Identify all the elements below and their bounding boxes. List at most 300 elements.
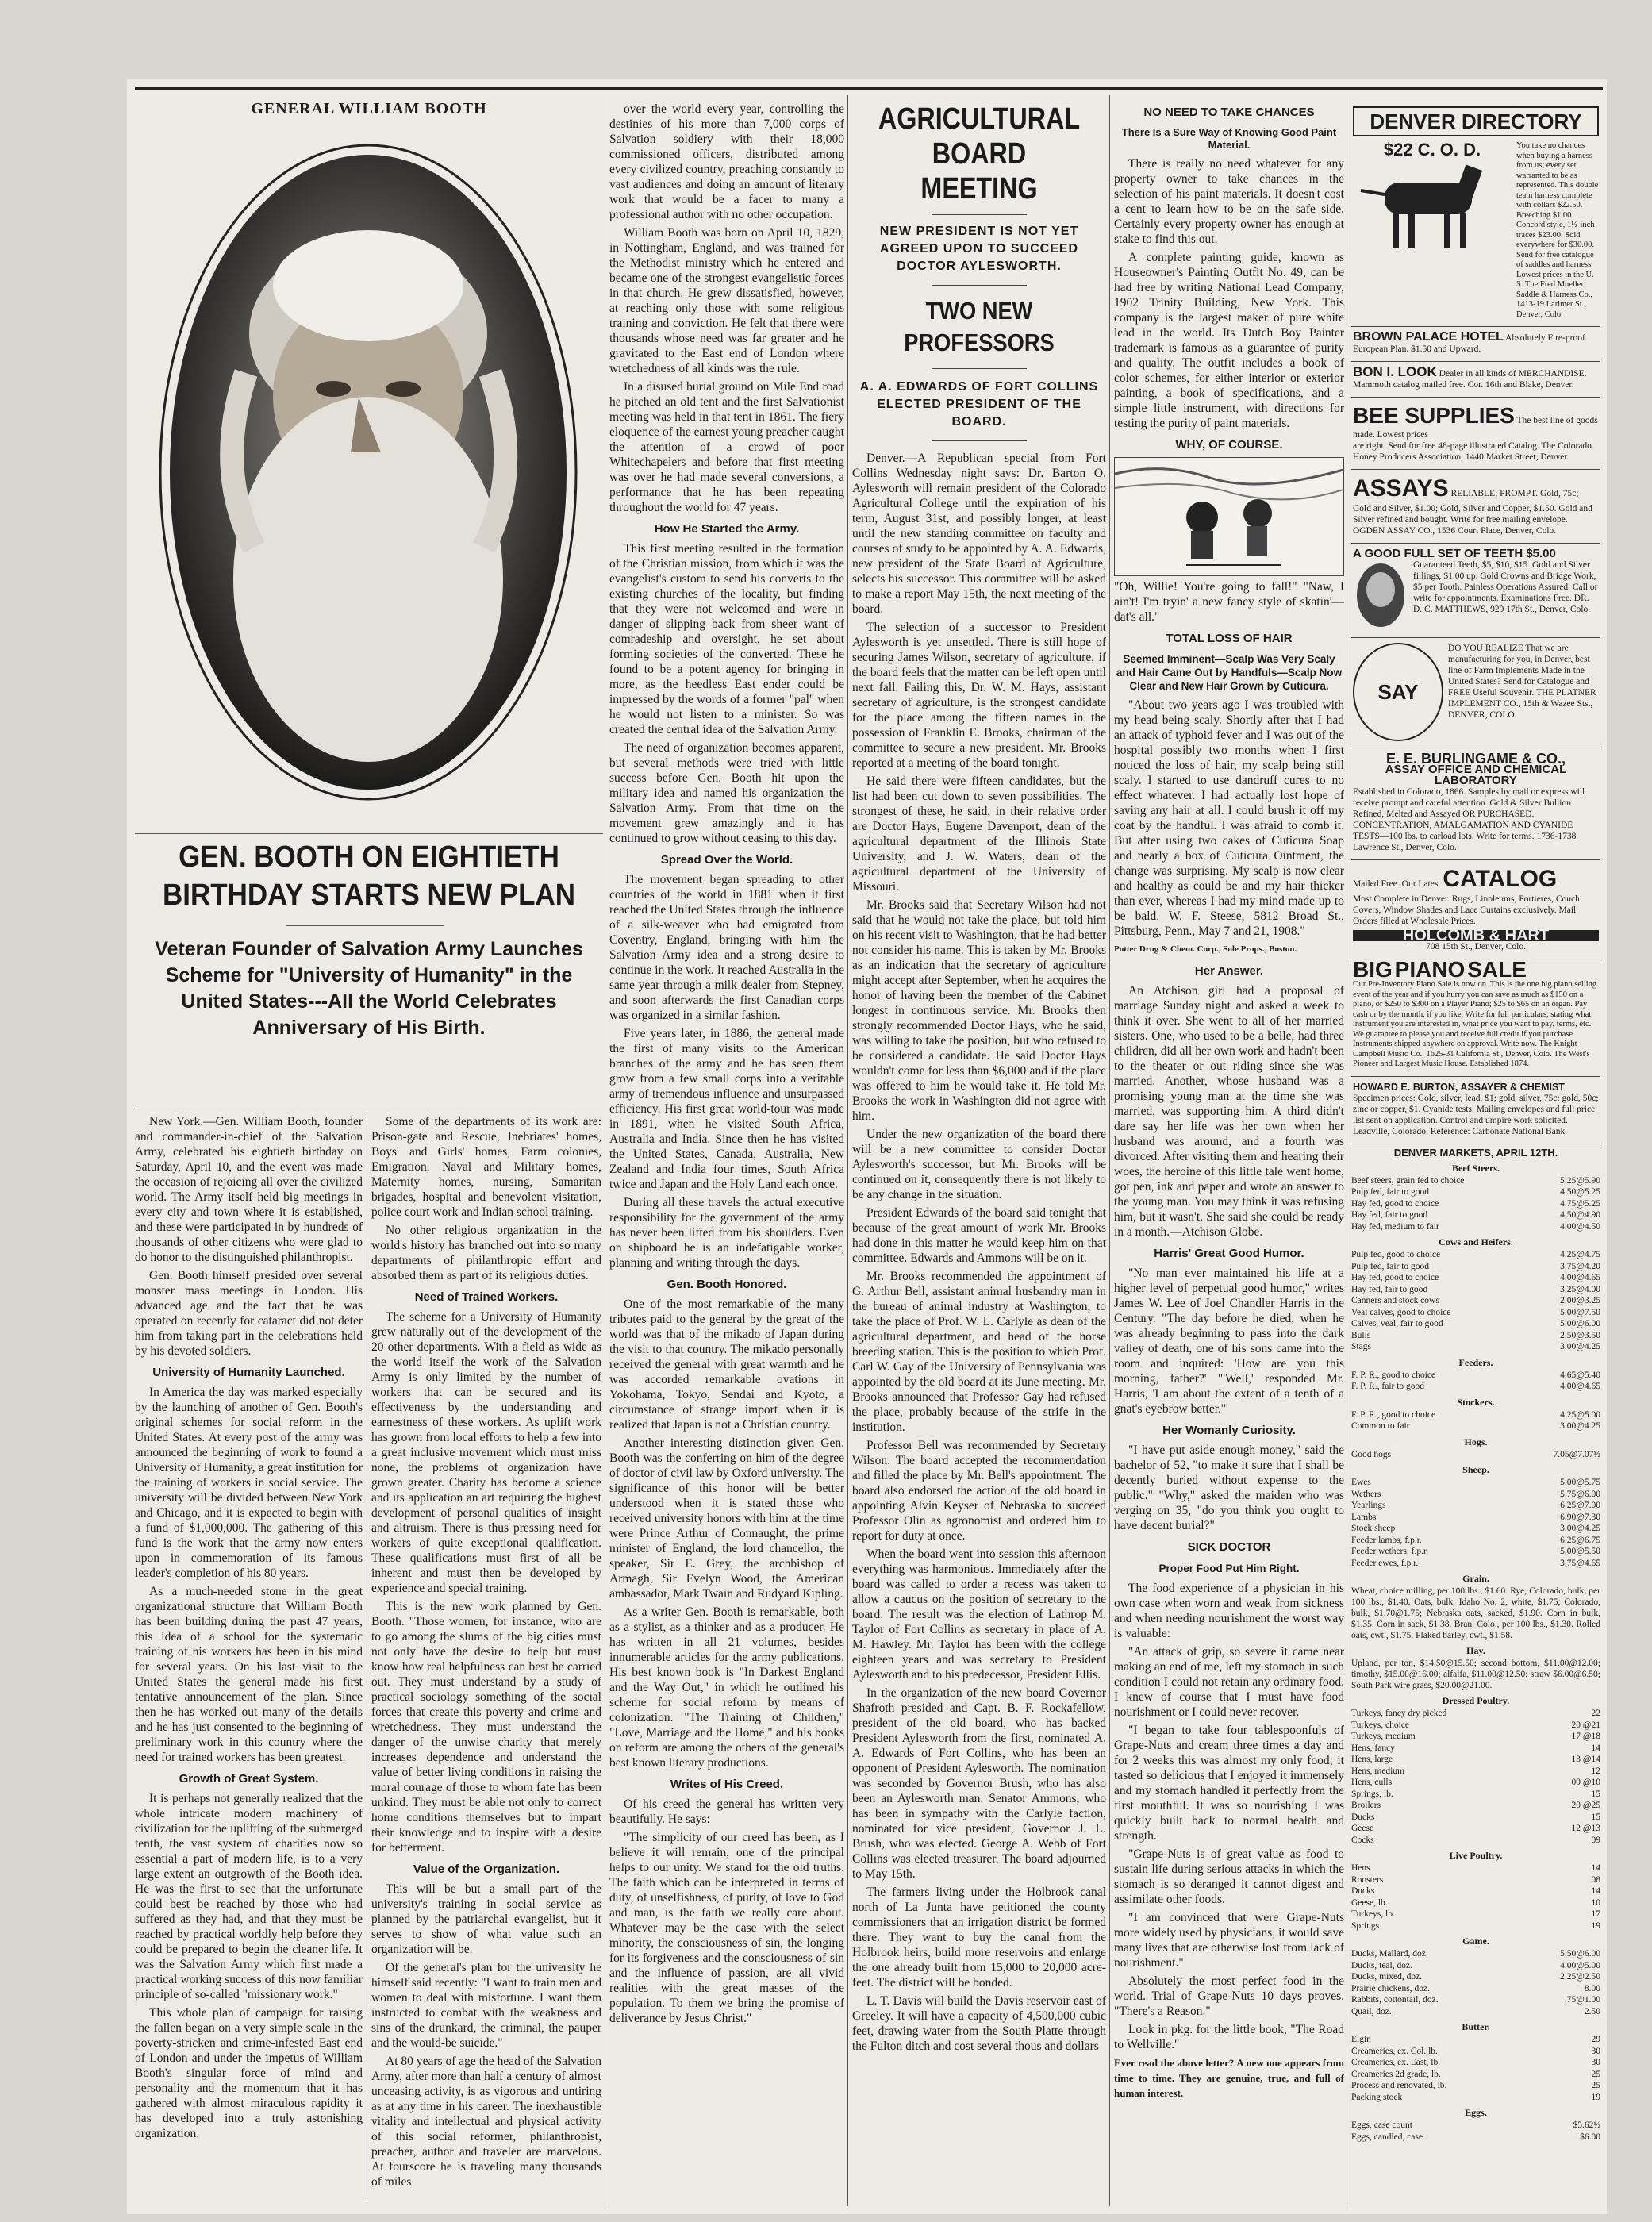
hair-subhead: Seemed Imminent—Scalp Was Very Scaly and Hair Came Out by Handfuls—Scalp Now Clear and New Hair Grown by Cuticura. — [1116, 653, 1343, 692]
market-row — [1351, 1812, 1600, 1824]
bee-text: are right. Send for free 48-page illustrated Catalog. The Colorado Honey Producers Association, 1440 Market Street, Denver — [1353, 441, 1592, 462]
article-paragraph: "I have put aside enough money," said the bachelor of 52, "to make it sure that I shall be decently buried without expense to the public." "Why," asked the maiden who was verging on 35, "do you think you ought to have decent burial?" — [1114, 1444, 1344, 1532]
market-row — [1351, 1863, 1600, 1874]
paint-headline: NO NEED TO TAKE CHANCES — [1143, 106, 1315, 119]
main-headline — [154, 838, 585, 914]
market-row — [1351, 1909, 1600, 1920]
market-price: 6.90@7.30 — [1560, 1512, 1600, 1522]
market-row — [1351, 1198, 1600, 1210]
market-item: Eggs, candled, case — [1351, 2132, 1423, 2142]
sick-doctor-headline: SICK DOCTOR — [1187, 1540, 1271, 1554]
market-price: 30 — [1591, 2046, 1600, 2056]
market-price: 30 — [1591, 2058, 1600, 2067]
market-price: 4.65@5.40 — [1560, 1370, 1600, 1380]
market-item: Turkeys, medium — [1351, 1732, 1416, 1741]
article-paragraph: President Edwards of the board said tonight that because of the great amount of work Mr. Brooks had done in this matter he would keep him on that committee. Edwards and Ammons will be on it. — [852, 1206, 1106, 1265]
market-item: Hay fed, medium to fair — [1351, 1221, 1439, 1232]
article-paragraph: "I began to take four tablespoonfuls of Grape-Nuts and cream three times a day and for 2 weeks this was almost my only food; it tasted so delicious that I enjoyed it immensely and my stomach handled it perfectly from the first mouthful. It was so nourishing I was quickly built back to normal health and strength. — [1114, 1724, 1344, 1843]
market-row — [1351, 2080, 1600, 2092]
market-price: 5.00@7.50 — [1560, 1307, 1600, 1317]
subhead: Value of the Organization. — [413, 1863, 560, 1876]
article-paragraph: An Atchison girl had a proposal of marriage Sunday night and asked a week to think it over. She went to all of her married sisters. One, who used to be a belle, had three children, did all her own work and hadn't been to the theater or out riding since she was married. Another, whose husband was a promising young man at the time she was married, was supporting him. A third didn't dare say her life was her own when her husband was around, and a fourth was divorced. After visiting them and hearing their woes, the heroine of this little tale went home, got pen, ink and paper and wrote an answer to the young man. You may think it was refusing him, but it wasn't. She said she could be ready in a month.—Atchison Globe. — [1114, 984, 1344, 1239]
article-paragraph: Mr. Brooks said that Secretary Wilson had not said that he would not take the place, but told him on his recent visit to Washington, that he had better not consider his name. This is taken by Mr. Brooks as an indication that the secretary of agriculture might accept after September, when he acquires the honor of having been the member of the Cabinet longest in continuous service. Mr. Brooks then strongly recommended Doctor Hays, who he said, was willing to take the position, but who refused to be considered a candidate. He said Doctor Hays wouldn't come for less than $6,000 and if the place was offered to him he would take it. He told Mr. Brooks the work in Washington did not agree with him. — [852, 898, 1106, 1123]
market-row — [1351, 1477, 1600, 1489]
market-item: Springs, lb. — [1351, 1789, 1393, 1799]
market-price: 3.00@4.25 — [1560, 1524, 1600, 1533]
article-paragraph: "An attack of grip, so severe it came near making an end of me, left my stomach in such condition I could not retain any ordinary food. I knew of course that I must have food nourishment or I could never recover. — [1114, 1645, 1344, 1719]
market-item: Pulp fed, fair to good — [1351, 1187, 1430, 1197]
section-rule — [135, 833, 603, 834]
market-section-head: Grain. — [1462, 1573, 1489, 1584]
market-item: F. P. R., fair to good — [1351, 1382, 1425, 1391]
article-paragraph: In the organization of the new board Governor Shafroth presided and Capt. B. F. Rockafellow, president of the old board, who has backed President Aylesworth from the first, nominated A. A. Edwards of Fort Collins, who has been an opponent of President Aylesworth. The nomination was seconded by Governor Brush, who has also been an Aylesworth man. Senator Ammons, who has been in sympathy with the Carlyle faction, nominated for vice president, Governor J. L. Brush, who was elected. George A. Webb of Fort Collins was elected treasurer. The board adjourned to May 15th. — [852, 1686, 1106, 1881]
market-item: Turkeys, fancy dry picked — [1351, 1709, 1447, 1718]
market-price: 8.00 — [1584, 1983, 1600, 1993]
bee-title: BEE SUPPLIES — [1353, 403, 1515, 428]
market-row — [1351, 1523, 1600, 1535]
holcomb-title: HOLCOMB & HART — [1353, 930, 1599, 941]
market-row — [1351, 1789, 1600, 1801]
market-row — [1351, 1948, 1600, 1960]
market-row — [1351, 1777, 1600, 1789]
article-paragraph: As a much-needed stone in the great organizational structure that William Booth has been building during the past 47 years, this idea of a school for the systematic training of his workers has been in his mind for several years. On his last visit to the United States the general made his first tentative announcement of the plan. Since then he has worked out many of the details and he has just consented to the beginning of preliminary work in this country where the need for trained workers has been greatest. — [135, 1585, 363, 1764]
booth-article-col2 — [371, 1114, 601, 2209]
market-row — [1351, 1381, 1600, 1393]
market-price: 20 @25 — [1571, 1801, 1600, 1810]
agri-title-3: TWO NEW PROFESSORS — [904, 297, 1055, 356]
assays-ad — [1351, 470, 1600, 544]
market-price: 25 — [1591, 2069, 1600, 2079]
article-paragraph: "About two years ago I was troubled with my head being scaly. Shortly after that I had an attack of typhoid fever and I was out of the hospital possibly two months when I first noticed the loss of hair, my scalp being still scaly. I started to use dandruff cures to no effect whatever. I had actually lost hope of saving any hair at all. I could brush it off my coat by the handful. I was afraid to comb it. But after using two cakes of Cuticura Soap and nearly a box of Cuticura Ointment, the change was surprising. My scalp is now clear and healthy as could be and my hair thicker than ever, whereas I had my mind made up to be bald. W. F. Steese, 5812 Broad St., Pittsburg, Penn., May 7 and 21, 1908." — [1114, 698, 1344, 938]
article-paragraph: over the world every year, controlling the destinies of his more than 7,000 corps of Salvation soldiery with their 18,000 commissioned officers, distributed among every civilized country, preaching constantly to vast audiences and doing an amount of literary work that would be a facer to many a professional author with no other occupation. — [609, 102, 844, 221]
market-item: Hens, large — [1351, 1755, 1393, 1764]
market-row — [1351, 2069, 1600, 2081]
market-item: Ewes — [1351, 1478, 1371, 1487]
agri-title-1: AGRICULTURAL — [878, 102, 1081, 136]
market-price: 4.50@5.25 — [1560, 1187, 1600, 1197]
market-item: Canners and stock cows — [1351, 1296, 1439, 1305]
article-paragraph: Gen. Booth himself presided over several monster mass meetings in London. His advanced age and the fact that he was operated on recently for cataract did not deter him from taking part in the celebrations held by his devoted soldiers. — [135, 1269, 363, 1358]
market-price: 14 — [1591, 1886, 1600, 1896]
market-section-head: Eggs. — [1465, 2107, 1487, 2118]
bee-side-text: The best line of goods made. Lowest prices — [1353, 416, 1598, 440]
portrait-caption: GENERAL WILLIAM BOOTH — [251, 100, 487, 117]
market-item: Geese — [1351, 1824, 1374, 1833]
market-item: Common to fair — [1351, 1421, 1410, 1431]
market-price: 15 — [1591, 1789, 1600, 1799]
market-row — [1351, 1318, 1600, 1330]
market-section-head: Beef Steers. — [1452, 1162, 1500, 1174]
article-paragraph: At 80 years of age the head of the Salvation Army, after more than half a century of almost unceasing activity, is as vigorous and untiring as at any time in his career. The inexhaustible vitality and intellectual and physical activity of this social reformer, philanthropist, preacher, author and traveler are marvelous. At fourscore he is traveling many thousands of miles — [371, 2055, 601, 2189]
platner-ad — [1351, 638, 1600, 748]
market-price: 3.75@4.65 — [1560, 1558, 1600, 1568]
burlingame-ad — [1351, 748, 1600, 860]
market-item: Beef steers, grain fed to choice — [1351, 1175, 1465, 1186]
market-row — [1351, 1766, 1600, 1778]
market-item: Feeder lambs, f.p.r. — [1351, 1535, 1422, 1545]
market-price: 09 — [1591, 1835, 1600, 1845]
article-paragraph: "Grape-Nuts is of great value as food to sustain life during serious attacks in which the stomach is so deranged it cannot digest and assimilate other foods. — [1114, 1847, 1344, 1906]
article-paragraph: This is the new work planned by Gen. Booth. "Those women, for instance, who are to go among the slums of the big cities must not only have the desire to help but must know how real helpfulness can best be carried out. They must understand by a study of practical sociology something of the social forces that create this poverty and crime and wretchedness. They must understand the danger of the unwise charity that merely increases dependence and understand the value of better living conditions in raising the moral courage of those to whom fate has been unkind. They must be able not only to correct home conditions themselves but to impart their knowledge and to inspire with a desire for betterment. — [371, 1600, 601, 1855]
booth-article-col3 — [609, 102, 844, 2212]
market-price: 5.00@6.00 — [1560, 1319, 1600, 1328]
piano-sale: SALE — [1467, 957, 1527, 982]
market-row — [1351, 1823, 1600, 1835]
market-price: 12 — [1591, 1766, 1600, 1776]
cartoon-title: WHY, OF COURSE. — [1175, 438, 1283, 452]
article-paragraph: Absolutely the most perfect food in the world. Trial of Grape-Nuts 10 days proves. "There's a Reason." — [1114, 1974, 1344, 2018]
market-price: 4.00@4.65 — [1560, 1273, 1600, 1282]
booth-article-col1 — [135, 1114, 363, 2209]
market-item: Creameries, ex. Col. lb. — [1351, 2046, 1438, 2056]
article-paragraph: Another interesting distinction given Gen. Booth was the conferring on him of the degree of doctor of civil law by Oxford university. The significance of this honor will be better understood when it is stated those who received university honors with him at the time were Prince Arthur of Connaught, the prime minister of England, the lord chancellor, the speaker, Sir E. Grey, the archbishop of Armagh, Sir Evelyn Wood, the American ambassador, Mark Twain and Rudyard Kipling. — [609, 1436, 844, 1601]
market-row — [1351, 1409, 1600, 1421]
market-price: 4.25@4.75 — [1560, 1250, 1600, 1259]
article-paragraph: The movement began spreading to other countries of the world in 1881 when it first reached the United States through the influence of a silk-weaver who had emigrated from Coventry, England, bringing with him the Salvation Army idea and a strong desire to continue in the work. It reached Australia in the same year through a milk dealer from Stepney, and soon afterwards the first Canadian corps was organized in a similar fashion. — [609, 873, 844, 1022]
denver-directory-ad — [1351, 102, 1600, 327]
market-item: Wethers — [1351, 1489, 1381, 1499]
market-price: 17 @18 — [1571, 1732, 1600, 1741]
market-item: Pulp fed, fair to good — [1351, 1261, 1430, 1271]
market-price: 17 — [1591, 1909, 1600, 1919]
markets-title: DENVER MARKETS, APRIL 12TH. — [1393, 1146, 1558, 1159]
denver-markets — [1351, 1144, 1600, 2143]
market-price: 3.00@4.25 — [1560, 1421, 1600, 1431]
market-section-head: Feeders. — [1458, 1356, 1493, 1368]
market-item: Hay fed, fair to good — [1351, 1284, 1428, 1294]
article-paragraph: This whole plan of campaign for raising the fallen began on a very simple scale in the poverty-stricken and crime-infested East end of London and under the impetus of William Booth's singular force of mind and personality and the momentum that it has gathered with almost miraculous rapidity it has developed into a truly astonishing organization. — [135, 2006, 363, 2140]
article-paragraph: "The simplicity of our creed has been, as I believe it will remain, one of the principal helps to our unity. We stand for the old truths. The faith which can be interpreted in terms of duty, of unselfishness, of purity, of love to God and man, is the faith we really care about. Whatever may be the case with the select minority, the consciousness of sin, the longing for its forgiveness and the consciousness of sin and the influence of passion, are all vivid realities with the great masses of the population. To them we bring the promise of deliverance by Jesus Christ." — [609, 1831, 844, 2025]
market-price: 5.75@6.00 — [1560, 1489, 1600, 1499]
market-item: Lambs — [1351, 1512, 1377, 1522]
brown-palace-ad — [1351, 327, 1600, 362]
market-row — [1351, 1449, 1600, 1461]
market-price: 6.25@7.00 — [1560, 1501, 1600, 1510]
article-paragraph: This will be but a small part of the university's training in social service as planned by the patriarchal evangelist, but it serves to show of what value such an organization will be. — [371, 1882, 601, 1956]
market-row — [1351, 2057, 1600, 2069]
burlingame-title: E. E. BURLINGAME & CO., — [1385, 751, 1566, 767]
market-price: 3.00@4.25 — [1560, 1342, 1600, 1351]
article-paragraph: As a writer Gen. Booth is remarkable, both as a stylist, as a thinker and as a producer. He has written in all 21 volumes, besides innumerable articles for the army publications. His best known book is "In Darkest England and the Way Out," in which he outlined his scheme for social reform by means of colonization. "The Training of Children," "Love, Marriage and the Home," and his books on reform are among the others of the general's best known literary productions. — [609, 1605, 844, 1770]
market-row — [1351, 1420, 1600, 1432]
market-price: .75@1.00 — [1564, 1995, 1600, 2005]
article-paragraph: Of the general's plan for the university he himself said recently: "I want to train men and women to deal with misfortune. I want them instructed to combat with the weakness and sins of the drunkard, the criminal, the pauper and the would-be suicide." — [371, 1961, 601, 2050]
market-item: Calves, veal, fair to good — [1351, 1319, 1443, 1328]
market-text: Upland, per ton, $14.50@15.50; second bottom, $11.00@12.00; timothy, $15.00@16.00; alfalfa, $11.00@12.50; straw $6.00@6.50; South Park wire grass, $20.00@21.00. — [1351, 1659, 1600, 1690]
brown-palace-text: Absolutely Fire-proof. European Plan. $1.50 and Upward. — [1353, 333, 1588, 354]
market-item: Process and renovated, lb. — [1351, 2081, 1447, 2090]
market-row — [1351, 1983, 1600, 1995]
curiosity-headline: Her Womanly Curiosity. — [1162, 1424, 1296, 1437]
subhead: Need of Trained Workers. — [414, 1290, 559, 1304]
article-paragraph: No other religious organization in the world's history has branched out into so many departments of philanthropic effort and absorbed them as part of its religious duties. — [371, 1224, 601, 1282]
article-paragraph: The scheme for a University of Humanity grew naturally out of the development of the 20 other departments. With a field as wide as the world itself the work of the Salvation Army is only limited by the number of workers that can be secured and its effectiveness by the understanding and earnestness of these workers. As uplift work has grown from local efforts to help a few into a great inclusive movement which must miss none, the problems of organization have grown greater. Charity has become a science and its application an art requiring the highest development of personal qualities of insight and altruism. There is thus pressing need for workers of quite exceptional qualification. These qualifications must first of all be inherent and must then be developed by experience and special training. — [371, 1310, 601, 1595]
catalog-side: Mailed Free. Our Latest — [1353, 879, 1441, 889]
market-row — [1351, 1284, 1600, 1296]
grape-nuts-note: Ever read the above letter? A new one appears from time to time. They are genuine, true, and full of human interest. — [1114, 2057, 1344, 2099]
market-price: 15 — [1591, 1812, 1600, 1822]
column-rule — [847, 95, 848, 2206]
market-item: Hens, fancy — [1351, 1743, 1395, 1753]
market-price: 4.25@5.00 — [1560, 1409, 1600, 1420]
bee-supplies-ad — [1351, 398, 1600, 470]
market-item: Springs — [1351, 1920, 1380, 1931]
holcomb-address: 708 15th St., Denver, Colo. — [1425, 942, 1527, 951]
market-price: 09 @10 — [1571, 1778, 1600, 1787]
article-paragraph: This first meeting resulted in the formation of the Christian mission, from which it was the evangelist's custom to send his converts to the existing churches of the locality, but finding that they were not welcomed and were in danger of slipping back from sheer want of comradeship and oversight, he set about forming societies of the converted. These he found to be a potent agency for bringing in more, as the heedless East ender could be impressed by the words of a former "pal" when he would not listen to a minister. So was created the central idea of the Salvation Army. — [609, 542, 844, 736]
dentist-portrait — [1353, 559, 1408, 631]
market-section-head: Hogs. — [1464, 1436, 1488, 1447]
subhead: Gen. Booth Honored. — [667, 1278, 787, 1291]
market-price: 08 — [1591, 1874, 1600, 1885]
market-price: 10 — [1591, 1897, 1600, 1908]
market-item: Ducks, Mallard, doz. — [1351, 1949, 1428, 1959]
market-price: $5.62½ — [1573, 2120, 1600, 2130]
market-price: 3.25@4.00 — [1560, 1284, 1600, 1294]
market-price: 5.00@5.50 — [1560, 1547, 1600, 1556]
teeth-ad — [1351, 544, 1600, 638]
market-item: Eggs, case count — [1351, 2120, 1412, 2130]
directory-title: DENVER DIRECTORY — [1353, 106, 1599, 136]
market-section-head: Stockers. — [1457, 1396, 1495, 1408]
article-paragraph: Five years later, in 1886, the general made the first of many visits to the American branches of the army and he has seen them grow from a few small corps into a veritable army of tremendous influence and unsurpassed efficiency. His first great world-tour was made in 1891, when he visited South Africa, Australia and India. Since then he has visited the United States, Canada, Australia, New Zealand and India four times, South Africa twice and Japan and the Holy Land each once. — [609, 1027, 844, 1191]
cartoon-illustration — [1114, 457, 1344, 576]
market-row — [1351, 1175, 1600, 1187]
assays-text: RELIABLE; PROMPT. Gold, 75c; Gold and Silver, $1.00; Gold, Silver and Copper, $1.50. Gold and Silver refined and bought. Write for free mailing envelope. OGDEN ASSAY CO., 1536 Court Place, Denver, Colo. — [1353, 489, 1592, 536]
catalog-title: CATALOG — [1443, 866, 1558, 892]
market-row — [1351, 1500, 1600, 1512]
article-paragraph: New York.—Gen. William Booth, founder and commander-in-chief of the Salvation Army, celebrated his eightieth birthday on Saturday, April 10, and the event was made the occasion of rejoicing all over the civilized world. The Army itself held big meetings in every city and town where it is established, and these were participated in by hundreds of thousands of other citizens who were glad to do honor to the distinguished philanthropist. — [135, 1115, 363, 1264]
market-row — [1351, 2046, 1600, 2058]
market-price: 4.00@4.65 — [1560, 1382, 1600, 1391]
market-price: 14 — [1591, 1863, 1600, 1873]
piano-text: Our Pre-Inventory Piano Sale is now on. This is the one big piano selling event of the year and if you hurry you can save as much as $150 on a piano, or $250 to $300 on a Player Piano; $25 to $65 on an organ. Pay cash or by the month, if you like. Write for full particulars, stating what instrument you are interested in, what price you want to pay, terms, etc. We guarantee to please you and receive full credit if you purchase. Instruments shipped anywhere on approval. Write now. The Knight-Campbell Music Co., 1625-31 California St., Denver, Colo. The West's Pioneer and Largest Music House. Established 1874. — [1353, 980, 1597, 1068]
market-price: 19 — [1591, 1920, 1600, 1931]
article-paragraph: The food experience of a physician in his own case when worn and weak from sickness and when needing nourishment the worst way is valuable: — [1114, 1582, 1344, 1640]
catalog-ad — [1351, 860, 1600, 959]
market-item: Veal calves, good to choice — [1351, 1307, 1451, 1317]
market-price: 2.50 — [1584, 2006, 1600, 2016]
market-item: Hens, culls — [1351, 1778, 1393, 1787]
market-row — [1351, 1558, 1600, 1570]
market-price: $6.00 — [1580, 2132, 1600, 2142]
market-row — [1351, 1874, 1600, 1886]
market-item: Creameries, ex. East, lb. — [1351, 2058, 1441, 2067]
top-rule — [135, 87, 1603, 90]
article-paragraph: "No man ever maintained his life at a higher level of perpetual good humor," writes James W. Lee of Joel Chandler Harris in the Century. "The day before he died, when he was already beginning to pass into the dark valley of death, one of his sons came into the room and inquired: 'How are you this morning, father?' "'Well,' responded Mr. Harris, 'I am about the extent of a tenth of a gnat's eyebrow better.'" — [1114, 1267, 1344, 1416]
market-row — [1351, 1209, 1600, 1221]
market-item: Hay fed, good to choice — [1351, 1198, 1439, 1209]
market-item: Good hogs — [1351, 1449, 1392, 1459]
market-row — [1351, 1835, 1600, 1847]
subhead: Spread Over the World. — [660, 853, 793, 867]
market-row — [1351, 1994, 1600, 2006]
market-price: 6.25@6.75 — [1560, 1535, 1600, 1545]
market-row — [1351, 1261, 1600, 1273]
article-paragraph: There is really no need whatever for any property owner to take chances in the selection of his paint materials. It doesn't cost a cent to learn how to be on the safe side. Certainly every property owner has enough at stake to find this out. — [1114, 157, 1344, 246]
market-item: Ducks — [1351, 1886, 1375, 1896]
market-row — [1351, 1960, 1600, 1972]
burlingame-text: Established in Colorado, 1866. Samples by mail or express will receive prompt and careful attention. Gold & Silver Bullion Refined, Melted and Assayed OR PURCHASED. CONCENTRATION, AMALGAMATION AND CYANIDE TESTS—100 lbs. to carload lots. Write for terms. 1736-1738 Lawrence St., Denver, Colo. — [1353, 787, 1585, 852]
piano-big: BIG — [1353, 957, 1393, 982]
agri-deck-1: NEW PRESIDENT IS NOT YET AGREED UPON TO SUCCEED DOCTOR AYLESWORTH. — [879, 225, 1079, 273]
market-price: 4.00@5.00 — [1560, 1960, 1600, 1970]
market-price: 13 @14 — [1571, 1755, 1600, 1764]
market-price: 25 — [1591, 2081, 1600, 2090]
market-row — [1351, 1221, 1600, 1233]
platner-text: DO YOU REALIZE That we are manufacturing for you, in Denver, best line of Farm Implements Made in the United States? Send for Catalogue and FREE Useful Souvenir. THE PLATNER IMPLEMENT CO., 15th & Wazee Sts., DENVER, COLO. — [1448, 644, 1596, 720]
burton-title: HOWARD E. BURTON, ASSAYER & CHEMIST — [1353, 1081, 1565, 1093]
market-item: Feeder wethers, f.p.r. — [1351, 1547, 1429, 1556]
market-price: 4.50@4.90 — [1560, 1210, 1600, 1220]
market-row — [1351, 1920, 1600, 1932]
subhead: Growth of Great System. — [179, 1772, 319, 1786]
market-item: Stags — [1351, 1342, 1371, 1351]
market-item: Elgin — [1351, 2035, 1371, 2044]
assays-title: ASSAYS — [1353, 475, 1449, 502]
subhead: Writes of His Creed. — [670, 1778, 784, 1791]
bon-look-ad — [1351, 362, 1600, 398]
market-price: 20 @21 — [1571, 1720, 1600, 1730]
say-logo: SAY — [1377, 680, 1419, 704]
article-paragraph: L. T. Davis will build the Davis reservoir east of Greeley. It will have a capacity of 4,500,000 cubic feet, drawing water from the South Platte through the Fulton ditch and cost several thous and dollars — [852, 1994, 1106, 2053]
market-row — [1351, 1489, 1600, 1501]
market-item: Creameries 2d grade, lb. — [1351, 2069, 1441, 2079]
market-item: Cocks — [1351, 1835, 1374, 1845]
article-paragraph: In a disused burial ground on Mile End road he pitched an old tent and the first Salvationist meeting was held in that tent in 1861. The fiery eloquence of the earnest young preacher caught the attention of a crowd of poor Whitechapelers and before that first meeting was over he had made several conversions, a performance that he has been repeating throughout the world for 47 years. — [609, 380, 844, 514]
market-price: 5.25@5.90 — [1560, 1175, 1600, 1186]
market-price: 2.50@3.50 — [1560, 1330, 1600, 1340]
market-row — [1351, 1731, 1600, 1743]
market-row — [1351, 1743, 1600, 1755]
portrait-photo — [151, 135, 586, 809]
her-answer-headline: Her Answer. — [1194, 964, 1264, 978]
misc-column — [1114, 102, 1344, 2212]
market-price: 22 — [1591, 1709, 1600, 1718]
agri-title-2: BOARD MEETING — [920, 137, 1038, 206]
harris-headline: Harris' Great Good Humor. — [1154, 1247, 1304, 1260]
teeth-title: A GOOD FULL SET OF TEETH $5.00 — [1353, 547, 1556, 560]
market-item: Geese, lb. — [1351, 1897, 1388, 1908]
piano-word: PIANO — [1394, 957, 1466, 982]
article-paragraph: Mr. Brooks recommended the appointment of G. Arthur Bell, assistant animal husbandry man in the bureau of animal industry at Washington, to take the place of Prof. W. L. Carlyle as dean of the agricultural department, and head of the horse breeding station. This is the position to which Prof. Carl W. Gay of the University of Pennsylvania was appointed by the old board at its June meeting. Mr. Brooks announced that Professor Gay had refused the place, probably because of the strife in the institution. — [852, 1270, 1106, 1434]
market-item: Quail, doz. — [1351, 2006, 1392, 2016]
market-price: 29 — [1591, 2035, 1600, 2044]
article-paragraph: Some of the departments of its work are: Prison-gate and Rescue, Inebriates' homes, Boys' and Girls' homes, Farm colonies, Emigration, Naval and Military homes, Maternity homes, nursing, Samaritan brigades, hospital and benevolent visitation, police court work and Indian school training. — [371, 1115, 601, 1219]
agricultural-article — [852, 102, 1106, 2212]
market-section-head: Sheep. — [1462, 1464, 1489, 1475]
market-row — [1351, 2132, 1600, 2143]
market-item: Hay fed, fair to good — [1351, 1210, 1428, 1220]
headline-line-2: BIRTHDAY STARTS NEW PLAN — [163, 878, 575, 912]
market-price: 14 — [1591, 1743, 1600, 1753]
article-paragraph: When the board went into session this afternoon everything was harmonious. Immediately after the board was called to order a recess was taken to allow a caucus on the position of secretary to the board. The result was the election of Lathrop M. Taylor of Fort Collins as secretary in place of A. M. Hawley. Mr. Taylor has been with the college eighteen years and was secretary to President Aylesworth and to his predecessor, President Ellis. — [852, 1547, 1106, 1682]
teeth-text: Guaranteed Teeth, $5, $10, $15. Gold and Silver fillings, $1.00 up. Gold Crowns and Bridge Work, $5 per Tooth. Painless Operations Assured. Call or write for appointments. Examinations Free. DR. D. C. MATTHEWS, 929 17th St., Denver, Colo. — [1413, 560, 1598, 614]
market-row — [1351, 1708, 1600, 1720]
market-row — [1351, 2034, 1600, 2046]
market-row — [1351, 1546, 1600, 1558]
harness-ad-text: You take no chances when buying a harness from us; every set warranted to be as represented. This double team harness complete with collars $22.50. Breeching $1.00. Concord style, 1½-inch traces $23.00. Sold everywhere for $30.00. Send for free catalogue of saddles and harness. Lowest prices in the U. S. The Fred Mueller Saddle & Harness Co., 1413-19 Larimer St., Denver, Colo. — [1516, 141, 1599, 319]
markets-body — [1351, 1163, 1600, 2143]
market-row — [1351, 2006, 1600, 2018]
catalog-text: Most Complete in Denver. Rugs, Linoleums, Portieres, Couch Covers, Window Shades and Lace Curtains exclusively. Mail Orders filled at Wholesale Prices. — [1353, 894, 1580, 926]
market-row — [1351, 1886, 1600, 1897]
headline-deck: Veteran Founder of Salvation Army Launches Scheme for "University of Humanity" in the United States---All the World Celebrates Anniversary of His Birth. — [155, 938, 583, 1039]
market-section-head: Butter. — [1462, 2021, 1490, 2032]
column-rule — [1109, 95, 1110, 2206]
article-paragraph: A complete painting guide, known as Houseowner's Painting Outfit No. 49, can be had free by writing National Lead Company, 1902 Trinity Building, New York. This company is the largest maker of pure white lead in the world. Its Dutch Boy Painter trademark is famous as a guarantee of purity and quality. The outfit includes a book of color schemes, for either interior or exterior painting, a book of specifications, and a simple little instrument, with directions for testing the purity of paint materials. — [1114, 251, 1344, 430]
market-price: 5.00@5.75 — [1560, 1478, 1600, 1487]
market-price: 5.50@6.00 — [1560, 1949, 1600, 1959]
market-item: Ducks, teal, doz. — [1351, 1960, 1412, 1970]
market-item: F. P. R., good to choice — [1351, 1409, 1436, 1420]
market-item: Bulls — [1351, 1330, 1371, 1340]
market-row — [1351, 1341, 1600, 1353]
market-item: Pulp fed, good to choice — [1351, 1250, 1441, 1259]
article-paragraph: Professor Bell was recommended by Secretary Wilson. The board accepted the recommendation and filled the place by Mr. Bell's appointment. The board also endorsed the action of the old board in appointing Alvin Keyser of Nebraska to succeed Professor Olin as agronomist and ordered him to report for duty at once. — [852, 1439, 1106, 1543]
market-row — [1351, 1535, 1600, 1547]
market-item: Broilers — [1351, 1801, 1381, 1810]
market-section-head: Hay. — [1466, 1645, 1485, 1656]
article-paragraph: William Booth was born on April 10, 1829, in Nottingham, England, and was trained for the Methodist ministry which he entered and became one of the strongest evangelistic forces in that church. He grew dissatisfied, however, at reaching only those with some religious training and conviction. He felt that there were thousands whose need was far greater and he gravitated to the East end of London where wretchedness of all kinds was the rule. — [609, 226, 844, 375]
subhead: How He Started the Army. — [654, 522, 800, 536]
article-paragraph: The selection of a successor to President Aylesworth is yet unsettled. There is still hope of securing James Wilson, secretary of agriculture, if the board feels that the matter can be left open until next fall. Failing this, Dr. W. M. Hays, assistant secretary of agriculture, is the strongest candidate for the place among the fifteen names in the possession of Franklin E. Brooks, chairman of the committee to secure a new president. Mr. Brooks reported at a meeting of the board tonight. — [852, 621, 1106, 770]
bon-look-text: Dealer in all kinds of MERCHANDISE. Mammoth catalog mailed free. Cor. 16th and Blake, Denver. — [1353, 369, 1587, 390]
article-paragraph: Denver.—A Republican special from Fort Collins Wednesday night says: Dr. Barton O. Aylesworth will remain president of the Colorado Agricultural College until the expiration of his term, August 31st, and possibly longer, at least until the new standing committee on faculty and courses of study to be appointed by A. A. Edwards, new president of the State Board of Agriculture, selects his successor. This committee will be asked to make a report May 15th, the next meeting of the board. — [852, 452, 1106, 616]
horse-illustration — [1353, 159, 1512, 254]
article-paragraph: The farmers living under the Holbrook canal north of La Junta have petitioned the county commissioners that an irrigation district be formed there. They want to buy the canal from the Holbrook heirs, build more reservoirs and enlarge the one already built from 15,000 to 20,000 acre-feet. The district will be bonded. — [852, 1886, 1106, 1989]
market-row — [1351, 1186, 1600, 1198]
market-row — [1351, 1754, 1600, 1766]
market-section-head: Cows and Heifers. — [1439, 1236, 1513, 1247]
market-row — [1351, 2120, 1600, 2132]
market-row — [1351, 1720, 1600, 1732]
market-item: Ducks, mixed, doz. — [1351, 1972, 1423, 1982]
market-price: 19 — [1591, 2092, 1600, 2102]
article-paragraph: "I am convinced that were Grape-Nuts more widely used by physicians, it would save many lives that are otherwise lost from lack of nourishment." — [1114, 1911, 1344, 1970]
market-text: Wheat, choice milling, per 100 lbs., $1.60. Rye, Colorado, bulk, per 100 lbs., $1.40. Oats, bulk, Idaho No. 2, white, $1.75; Colorado, bulk, $1.70@1.75; Nebraska oats, sacked, $1.90. Corn in bulk, $1.35. Corn in sack, $1.38. Bran, Colo., per 100 lbs., $1.30. Rolled oats, cwt., $1.75. Flaked barley, cwt., $1.58. — [1351, 1586, 1600, 1640]
market-row — [1351, 1307, 1600, 1319]
market-item: Turkeys, choice — [1351, 1720, 1410, 1730]
market-row — [1351, 1295, 1600, 1307]
burton-text: Specimen prices: Gold, silver, lead, $1; gold, silver, 75c; gold, 50c; zinc or copper, $1. Cyanide tests. Mailing envelopes and full price list sent on application. Control and umpire work solicited. Leadville, Colorado. Reference: Carbonate National Bank. — [1353, 1093, 1599, 1136]
market-section-head: Game. — [1462, 1936, 1489, 1947]
market-item: Hens — [1351, 1863, 1370, 1873]
headline-rule — [286, 925, 444, 926]
article-paragraph: Look in pkg. for the little book, "The Road to Wellville." — [1114, 2023, 1344, 2051]
market-price: 4.00@4.50 — [1560, 1221, 1600, 1232]
market-item: Yearlings — [1351, 1501, 1386, 1510]
piano-sale-ad — [1351, 959, 1600, 1077]
market-item: Rabbits, cottontail, doz. — [1351, 1995, 1439, 2005]
market-section-head: Dressed Poultry. — [1442, 1695, 1510, 1706]
market-item: Feeder ewes, f.p.r. — [1351, 1558, 1419, 1568]
market-row — [1351, 1512, 1600, 1524]
market-price: 4.75@5.25 — [1560, 1198, 1600, 1209]
market-row — [1351, 1249, 1600, 1261]
market-row — [1351, 1370, 1600, 1382]
market-price: 12 @13 — [1571, 1824, 1600, 1833]
headline-line-1: GEN. BOOTH ON EIGHTIETH — [179, 840, 559, 874]
market-item: Stock sheep — [1351, 1524, 1396, 1533]
cartoon-caption: "Oh, Willie! You're going to fall!" "Naw, I ain't! I'm tryin' a new fancy style of skatin'—dat's all." — [1114, 580, 1344, 624]
article-paragraph: During all these travels the actual executive responsibility for the government of the army has never been lifted from his shoulders. Even on shipboard he is an indefatigable worker, planning and writing through the days. — [609, 1196, 844, 1270]
market-row — [1351, 2092, 1600, 2104]
agri-deck-2: A. A. EDWARDS OF FORT COLLINS ELECTED PRESIDENT OF THE BOARD. — [859, 380, 1099, 429]
market-item: Ducks — [1351, 1812, 1375, 1822]
article-paragraph: The need of organization becomes apparent, but several methods were tried with little success before Gen. Booth hit upon the military idea and named his organization the Salvation Army. From that time on the movement grew amazingly and it has continued to grow without ceasing to this day. — [609, 741, 844, 845]
burton-ad — [1351, 1077, 1600, 1144]
